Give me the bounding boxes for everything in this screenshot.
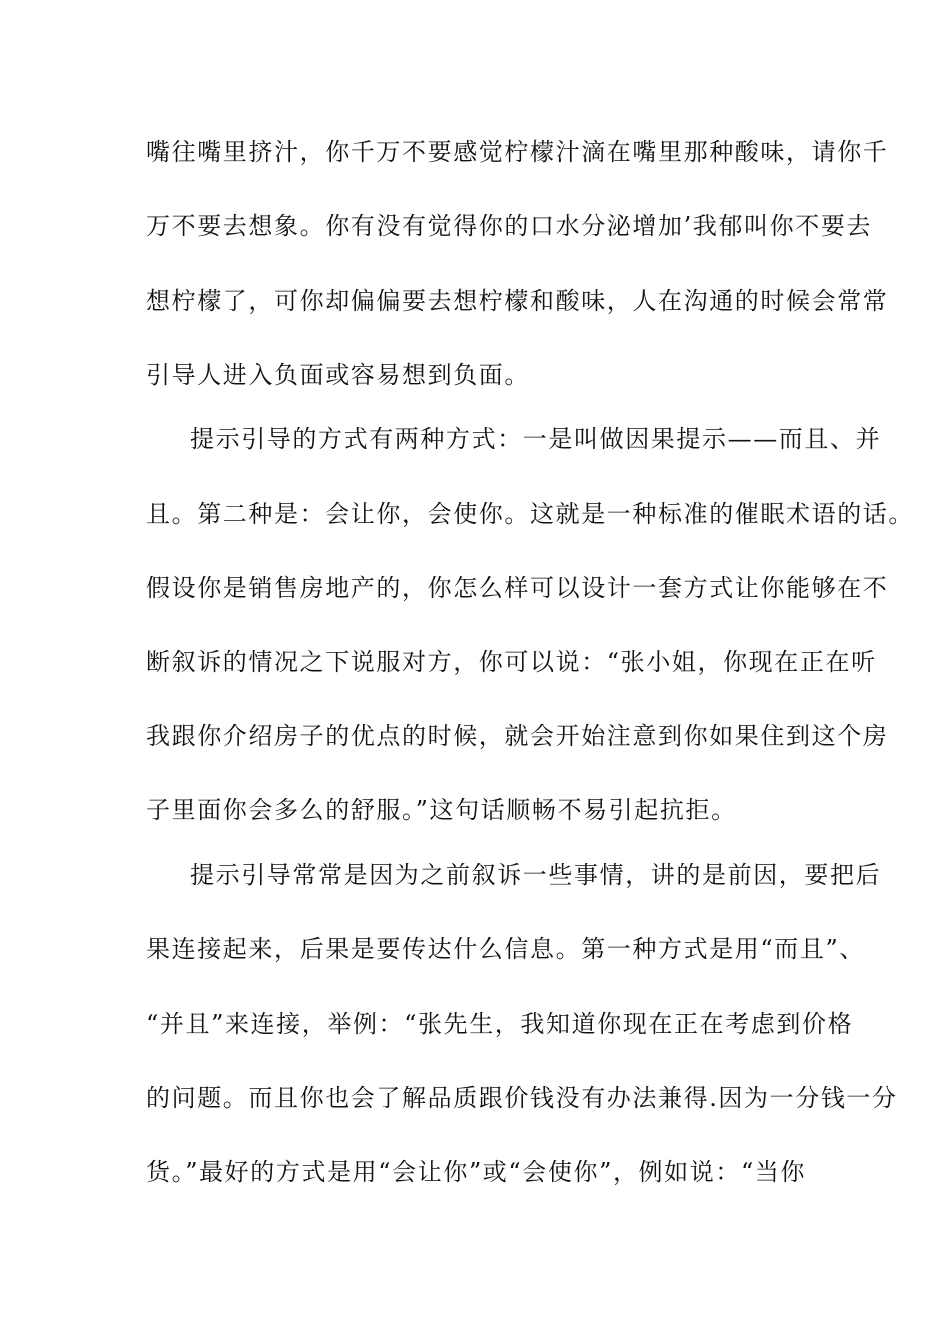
text-line: 想柠檬了，可你却偏偏要去想柠檬和酸味，人在沟通的时候会常常 [146, 287, 889, 315]
text-line: 我跟你介绍房子的优点的时候，就会开始注意到你如果住到这个房 [146, 722, 889, 750]
text-line: 提示引导的方式有两种方式：一是叫做因果提示——而且、并 [190, 425, 882, 453]
text-line: 果连接起来，后果是要传达什么信息。第一种方式是用“而且”、 [146, 935, 865, 963]
text-line: 断叙诉的情况之下说服对方，你可以说：“张小姐，你现在正在听 [146, 648, 877, 676]
text-line: 子里面你会多么的舒服。”这句话顺畅不易引起抗拒。 [146, 796, 737, 824]
text-line: 万不要去想象。你有没有觉得你的口水分泌增加’我郁叫你不要去 [146, 212, 873, 240]
text-line: 且。第二种是：会让你，会使你。这就是一种标准的催眠术语的话。 [146, 500, 914, 528]
text-line: 提示引导常常是因为之前叙诉一些事情，讲的是前因，要把后 [190, 861, 882, 889]
text-line: 货。”最好的方式是用“会让你”或“会使你”，例如说：“当你 [146, 1158, 807, 1186]
text-line: 引导人进入负面或容易想到负面。 [146, 361, 530, 389]
text-line: 假设你是销售房地产的，你怎么样可以设计一套方式让你能够在不 [146, 574, 889, 602]
text-line: “并且”来连接，举例：“张先生，我知道你现在正在考虑到价格 [146, 1010, 854, 1038]
text-line: 嘴往嘴里挤汁，你千万不要感觉柠檬汁滴在嘴里那种酸味，请你千 [146, 138, 889, 166]
text-line: 的问题。而且你也会了解品质跟价钱没有办法兼得.因为一分钱一分 [146, 1084, 898, 1112]
